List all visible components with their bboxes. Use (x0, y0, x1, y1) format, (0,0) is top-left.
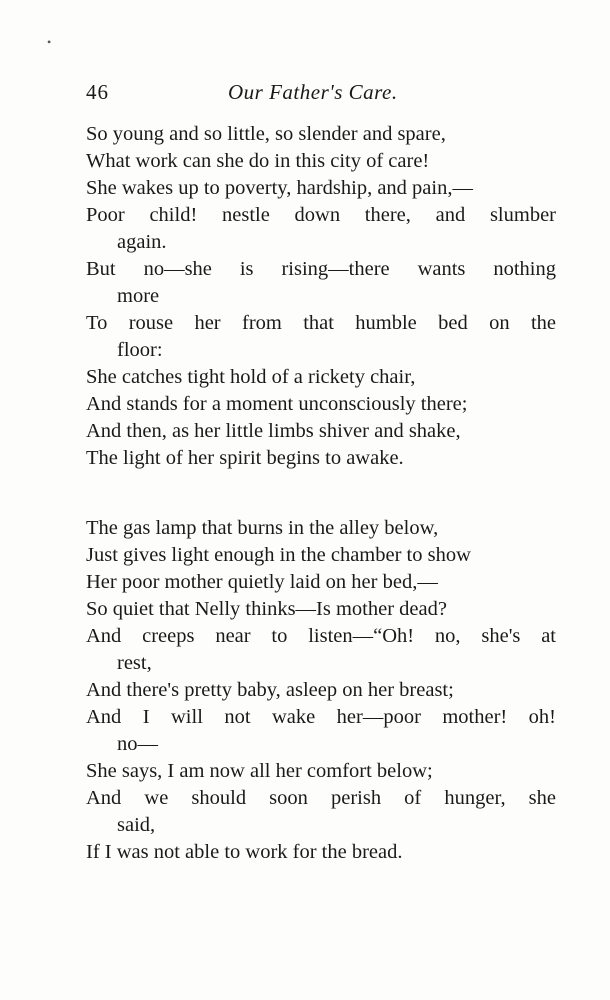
running-title: Our Father's Care. (228, 80, 398, 104)
poem-line: So young and so little, so slender and spare, (86, 123, 446, 145)
poem-line-continuation: no— (117, 733, 158, 755)
poem-line: And stands for a moment unconsciously there; (86, 393, 468, 415)
poem-line: The light of her spirit begins to awake. (86, 447, 404, 469)
poem-line: She catches tight hold of a rickety chair, (86, 366, 416, 388)
poem-line: She wakes up to poverty, hardship, and pain,— (86, 177, 473, 199)
poem-line: But no—she is rising—there wants nothing (86, 258, 556, 280)
poem-line: If I was not able to work for the bread. (86, 841, 403, 863)
page-number: 46 (86, 80, 109, 104)
poem-line: And creeps near to listen—“Oh! no, she's at (86, 625, 556, 647)
poem-line-continuation: again. (117, 231, 167, 253)
poem-line: The gas lamp that burns in the alley below, (86, 517, 439, 539)
poem-line: And there's pretty baby, asleep on her breast; (86, 679, 454, 701)
poem-line-continuation: rest, (117, 652, 152, 674)
poem-line: Her poor mother quietly laid on her bed,— (86, 571, 438, 593)
poem-line-continuation: floor: (117, 339, 163, 361)
poem-line: What work can she do in this city of care! (86, 150, 430, 172)
poem-line: Poor child! nestle down there, and slumber (86, 204, 556, 226)
poem-line: And I will not wake her—poor mother! oh! (86, 706, 556, 728)
poem-stanza-1 (86, 121, 556, 472)
poem-line: And we should soon perish of hunger, she (86, 787, 556, 809)
poem-stanza-2 (86, 515, 556, 866)
poem-line: She says, I am now all her comfort below; (86, 760, 433, 782)
poem-line: To rouse her from that humble bed on the (86, 312, 556, 334)
poem-line-continuation: more (117, 285, 160, 307)
poem-line: So quiet that Nelly thinks—Is mother dead? (86, 598, 447, 620)
poem-line: Just gives light enough in the chamber to show (86, 544, 471, 566)
page-header (86, 78, 556, 106)
print-speck-mark: • (47, 35, 52, 49)
poem-line-continuation: said, (117, 814, 156, 836)
poem-line: And then, as her little limbs shiver and shake, (86, 420, 461, 442)
